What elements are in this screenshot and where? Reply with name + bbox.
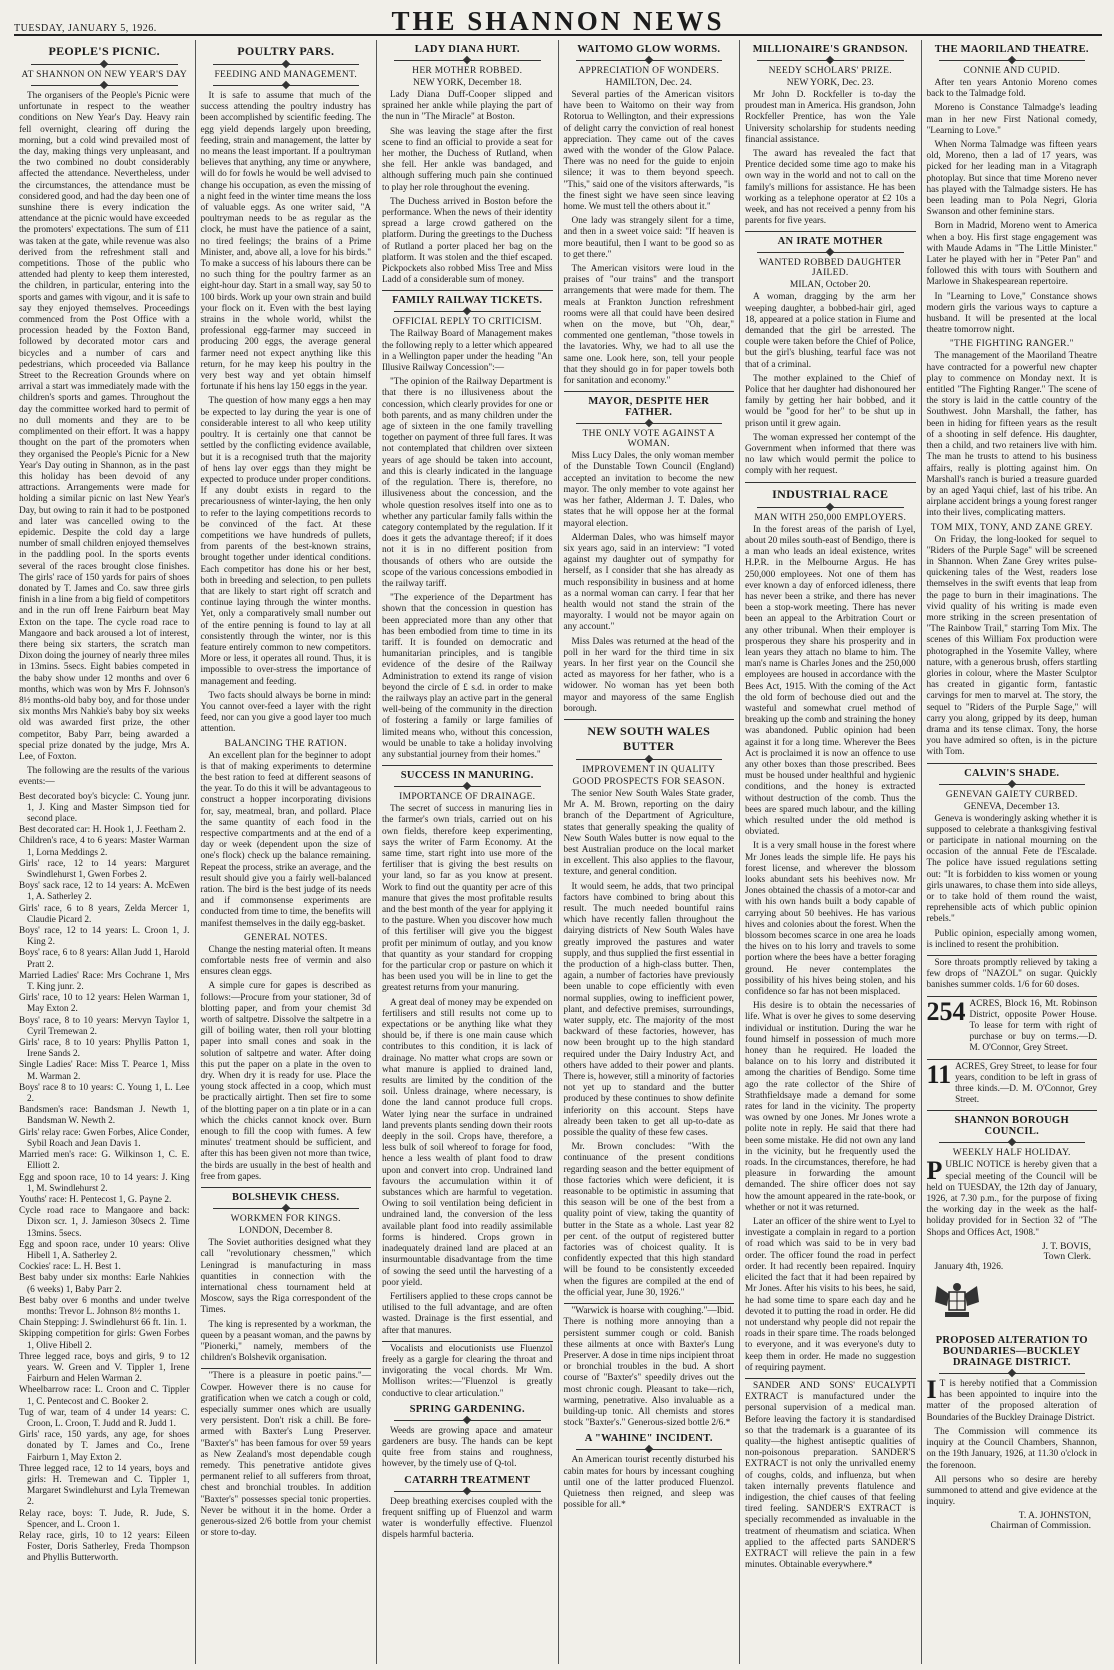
article-body	[927, 78, 1098, 336]
result-item: Chain Stepping: J. Swindlehurst 66 ft. 1in. 1.	[19, 1318, 187, 1329]
paragraph: In "Learning to Love," Constance shows modern girls the various ways to capture a husband. It will be presented at the local theatre tomorrow night.	[926, 291, 1097, 336]
article-subheading: MAN WITH 250,000 EMPLOYERS.	[754, 512, 907, 523]
paragraph: "The opinion of the Railway Department is that there is no illusiveness about the concession, which clearly provides for one or both parents, and as many children under the age of sixteen in the one family travelling together on payment of three full fares. It was not contemplated that children over sixteen years of age should be taken into account, and this is clearly indicated in the language of the regulation. There is, therefore, no illusiveness about the concession, and the whole question resolves itself into one as to whether any particular family falls within the category contemplated by the regulation. If it does it gets the advantage thereof; if it does not it is in no different position from thousands of others who are outside the scope of the various concessions embodied in the railway tariff.	[382, 377, 553, 589]
result-item: Married Ladies' Race: Mrs Cochrane 1, Mrs T. King junr. 2.	[19, 970, 190, 993]
paragraph: Weeds are growing apace and amateur gardeners are busy. The hands can be kept quite free from stains and roughness, however, by the timely use of Q-tol.	[382, 1425, 553, 1470]
paragraph: "There is a pleasure in poetic pains."—Cowper. However there is no cause for gratification when we catch a cough or cold, especially summer ones which are usually very persistent. Don't risk a chill. Be fore-armed with Baxter's Lung Preserver. "Baxter's" has been famous for over 59 years as New Zealand's most dependable cough remedy. This penetrative antidote gives permanent relief to all sufferers from throat, chest and bronchial troubles. In addition "Baxter's" possesses special tonic properties. Never be without it in the home. Order a generous-sized 2/6 bottle from your chemist or store to-day.	[200, 1371, 371, 1539]
article-body	[927, 535, 1098, 759]
separator	[927, 955, 1098, 956]
paragraph: In the forest areas of the parish of Lyel, about 20 miles south-east of Bendigo, there is a man who leads an ideal existence, writes H.P.R. in the Melbourne Argus. He has 250,000 employees. Not one of them has ever known a day of enforced idleness, there has never been a strike, and there has never been a stop-work meeting. There has never been an appeal to the Arbitration Court or any other tribunal. When their employer is prosperous they share his prosperity and in lean years they attach no blame to him. The man's name is Charles Jones and the 250,000 employees are housed in accordance with the Bees Act, 1915. With the coming of the Act the old form of bechouse died out and the wasteful and somewhat cruel method of breaking up the comb and straining the honey was abandoned. Public opinion had been against it for a long time. Wherever the Bees Act is proclaimed it is now an offence to use any other boxes than those prescribed. Bees must be housed under healthful and hygienic conditions, and the honey is extracted without destruction of the comb. Thus the bees are spared much labour, and the killing which resulted under the old method is obviated.	[745, 524, 916, 838]
paragraph: The Duchess arrived in Boston before the performance. When the news of their identity spread a large crowd gathered on the platform. During the greetings to the Duchess of Rutland a porter placed her bag on the platform. It was stolen and the thief escaped. Pickpockets also robbed Miss Tree and Miss Ladd of a considerable sum of money.	[382, 196, 553, 286]
article-heading: INDUSTRIAL RACE	[772, 486, 889, 501]
result-item: Egg and spoon race, 10 to 14 years: J. King 1, M. Swindlehurst 2.	[19, 1172, 190, 1194]
paragraph: The question of how many eggs a hen may be expected to lay during the year is one of considerable interest to all who keep utility poultry. It is certainly one that cannot be settled by the conflicting evidence available, but it is a recognised truth that the majority of hens lay over eggs than they might be expected to produce under proper conditions. If any doubt exists in regard to the precariousness of winter-laying, the hen only to refer to the laying competitions records to be convinced of the fact. At these competitions we have hundreds of pullets, from parents of the best-known strains, brought together under identical conditions. Each competitor has done his or her best, both in breeding and selection, to pen pullets that are likely to start right off scratch and continue laying through the winter months. Yet, only a comparatively small number out of the entire penning is found to lay at all consistently through the winter, nor is this feature entirely common to new competitors. More or less, it operates all round. Thus, it is impossible to over-stress the importance of management and feeding.	[200, 396, 371, 687]
separator	[927, 1059, 1098, 1060]
article-body	[382, 1497, 553, 1542]
paragraph: Deep breathing exercises coupled with the frequent sniffing up of Fluenzol and warm water is wonderfully effective. Fluenzol dispels harmful bacteria.	[382, 1496, 553, 1541]
result-item: Best decorated car: H. Hook 1, J. Feetham 2.	[19, 825, 186, 836]
dateline: HAMILTON, Dec. 24.	[605, 78, 692, 88]
article-body	[382, 329, 553, 761]
signatory-name: T. A. JOHNSTON,	[1018, 1511, 1091, 1522]
divider	[576, 756, 723, 763]
divider	[394, 308, 541, 315]
notice-heading: PROPOSED ALTERATION TO BOUNDARIES—BUCKLEY DRAINAGE DISTRICT.	[935, 1335, 1088, 1369]
paragraph: The mother explained to the Chief of Police that her daughter had dishonoured her family by getting her hair bobbed, and it would be "good for her" to be shut up in prison until it grew again.	[745, 373, 916, 429]
article-subheading: GENEVAN GAIETY CURBED.	[945, 789, 1078, 800]
column-1	[14, 40, 196, 1664]
paragraph: Born in Madrid, Moreno went to America when a boy. His first stage engagement was with Maude Adams in "The Little Minister." Later he played with her in "Peter Pan" and followed this with tours with Southern and Marlowe in Shakespearean repertoire.	[926, 221, 1097, 288]
paragraph: The Soviet authorities designed what they call "revolutionary chessmen," which Leningrad is manufacturing in mass quantities in connection with the international chess tournament held at Moscow, says the Riga correspondent of the Times.	[200, 1238, 371, 1316]
result-item: Girls' race, 6 to 8 years, Zelda Mercer 1, Claudie Picard 2.	[19, 903, 190, 925]
section-subheading: BALANCING THE RATION.	[224, 738, 347, 749]
result-item: Girls' relay race: Gwen Forbes, Alice Conder, Sybil Roach and Jean Davis 1.	[19, 1127, 190, 1149]
article-heading: SUCCESS IN MANURING.	[400, 770, 534, 782]
article-heading: WAITOMO GLOW WORMS.	[577, 44, 721, 55]
paragraph: The organisers of the People's Picnic were unfortunate in respect to the weather conditions on New Year's Day. Heavy rain fell overnight, clearing off during the morning, but a cold wind prevailed most of the day, making things very unpleasant, and the two combined no doubt considerably affected the attendance. Nevertheless, under the circumstances, the attendance must be considered good, and had the day been one of sunshine there is every indication the attendance at the picnic would have exceeded the promoters' expectations. The sum of £11 was taken at the gate, while revenue was also derived from the refreshment stall and competitions. Those of the public who attended had plenty to keep them interested, the children, in particular, entering into the sports and games with vigour, and it is safe to say they enjoyed themselves. Proceedings commenced from the Post Office with a procession headed by the Foxton Band, followed by decorated motor cars and bicycles and a number of cars and pedestrians, which proceeded via Ballance Street to the Recreation Grounds where on arrival a start was immediately made with the children's sports and games. Throughout the day the committee worked hard to permit of no dull moments and they are to be complimented on their effort. It was a happy thought on the part of the promoters when they organised the People's Picnic for a New Year's Day outing in Shannon, as in the past this holiday has been devoid of any attractions. Arrangements were made for holding a similar picnic on last New Year's Day, but owing to rain it had to be postponed and later was cancelled owing to the epidemic. Despite the cold day a large number of small children enjoyed themselves in the paddling pool. In the sports events several of the races brought close finishes. The girls' race of 150 yards for pairs of shoes donated by T. James and Co. saw three girls finish in a line from a big field of competitors and in the run off Irene Fairburn beat May Exton on the tape. The cycle road race to Mangaore and back aroused a lot of interest, there being six starters, the scratch man Dixon doing the journey of nearly three miles in 13mins. 5secs. Eight babies competed in the baby show under 12 months and over 6 months, which was won by Mrs F. Johnson's 8½ months-old baby boy, and for those under six months Mrs Nahkie's baby boy six weeks old was awarded first prize, the other competitor, Baby Parr, being awarded a special prize donated by the judge, Mrs A. Lee, of Foxton.	[19, 91, 190, 762]
separator	[201, 1187, 372, 1188]
public-notice	[926, 1156, 1098, 1238]
result-item: Girls' race, 12 to 14 years: Marguret Swindlehurst 1, Gwen Forbes 2.	[19, 858, 190, 881]
article-heading: NEW SOUTH WALES BUTTER	[587, 723, 711, 753]
paragraph: Vocalists and elocutionists use Fluenzol freely as a gargle for clearing the throat and invigorating the vocal chords. Mr Wm. Mollison writes:—"Fluenzol is greatly conductive to clear articulation."	[382, 1343, 553, 1399]
paragraph: Lady Diana Duff-Cooper slipped and sprained her ankle while playing the part of the nun in "The Miracle" at Boston.	[382, 90, 553, 123]
result-item: Skipping competition for girls: Gwen Forbes 1, Olive Hibell 2.	[19, 1329, 190, 1351]
paragraph: A woman, dragging by the arm her weeping daughter, a bobbed-hair girl, aged 18, appeared at a police station in Fiume and demanded that the girl be arrested. The couple were taken before the Chief of Police, but the girl's blushing, tearful face was not that of a criminal.	[745, 292, 916, 370]
divider	[394, 783, 541, 790]
classified-ad	[926, 996, 1098, 1055]
paragraph: On Friday, the long-looked for sequel to "Riders of the Purple Sage" will be screened in Shannon. When Zane Grey writes pulse-quickening tales of the West, readers lose themselves in the swift events that leap from the page to burn in their imaginations. The vivid quality of his writing is made even more striking in the screen presentation of "The Rainbow Trail," starring Tom Mix. The scenes of this William Fox production were photographed in the Yosemite Valley, where nature, with a generous brush, offers startling glories in colour, where the Master Sculptor has created in gigantic form, fantastic carvings for men to marvel at. The story, the sequel to "Riders of the Purple Sage," will carry you along, gripped by its deep, human drama and its tense climax. Tony, the horse you have admired so often, is in the picture with Tom.	[926, 534, 1097, 758]
paragraph: An excellent plan for the beginner to adopt is that of making experiments to determine the best ration to feed at different seasons of the year. To do this it will be advantageous to construct a hopper incorporating divisions for, say, meatmeal, bran, and pollard. Place the same quantity of each food in the respective compartments and at the end of a day or week (dependent upon the size of one's flock) check up the balance remaining. Repeat the process, strike an average, and the result should give you a fairly well-balanced ration. The bird is the best judge of its needs and if commonsense experiments are conducted from time to time, the benefits will manifest themselves in the daily egg-basket.	[200, 750, 371, 929]
advertisement	[745, 1381, 916, 1571]
paragraph: Fertilisers applied to these crops cannot be utilised to the full advantage, and are often wasted. Drainage is the first essential, and after that manures.	[382, 1291, 553, 1336]
paragraph: Geneva is wonderingly asking whether it is supposed to celebrate a thanksgiving festival or participate in national mourning on the occasion of the annual Fete de l'Escalade. The police have issued regulations setting out: "It is forbidden to kiss women or young girls unawares, to chase them into side alleys, or to take hold of them round the waist, reprehensible acts of which public opinion rebels."	[926, 813, 1097, 925]
article-heading: CALVIN'S SHADE.	[964, 767, 1060, 779]
coat-of-arms-icon	[927, 1280, 987, 1322]
divider	[939, 1139, 1086, 1146]
advertisement	[564, 1306, 735, 1429]
article-heading: A "WAHINE" INCIDENT.	[584, 1433, 713, 1445]
result-item: Married men's race: G. Wilkinson 1, C. E. Elliott 2.	[19, 1150, 190, 1172]
dateline: NEW YORK, December 18.	[413, 78, 522, 88]
result-item: Three legged race, 12 to 14 years, boys and girls: H. Tremewan and C. Tippler 1, Margaret Swindlehurst and Lyla Tremewan 2.	[19, 1463, 190, 1508]
signatory-title: Chairman of Commission.	[990, 1521, 1091, 1532]
result-item: Cycle road race to Mangaore and back: Dixon scr. 1, J. Jamieson 30secs 2. Time 13mins. 5secs.	[19, 1206, 190, 1239]
divider	[213, 1205, 360, 1212]
article-body	[382, 90, 553, 286]
article-heading: THE MAORILAND THEATRE.	[934, 44, 1089, 55]
paragraph: "The experience of the Department has shown that the concession in question has been appreciated more than any other that has been embodied from time to time in its tariff. It is founded on democratic and humanitarian principles, and is tangible evidence of the desire of the Railway Administration to extend its range of vision beyond the circle of £ s.d. in order to make the railways play an active part in the general well-being of the community in the direction of fostering a family or large families of limited means who, without this concession, would be unable to take a holiday involving any substantial journey from their homes."	[382, 593, 553, 760]
article-subheading: NEEDY SCHOLARS' PRIZE.	[768, 66, 892, 76]
result-item: Wheelbarrow race: L. Croon and C. Tippler 1, C. Pentecost and C. Booker 2.	[19, 1385, 190, 1407]
divider	[576, 420, 723, 427]
article-subheading: GOOD PROSPECTS FOR SEASON.	[572, 776, 725, 787]
result-item: Girls' race, 8 to 10 years: Phyllis Patton 1, Irene Sands 2.	[19, 1038, 190, 1060]
article-subheading: AT SHANNON ON NEW YEAR'S DAY	[21, 70, 188, 80]
divider	[213, 61, 360, 68]
paragraph: The woman expressed her contempt of the Government when informed that there was no law which would permit the police to comply with her request.	[745, 432, 916, 477]
paragraph: SANDER AND SONS' EUCALYPTI EXTRACT is manufactured under the personal supervision of a medical man. Before leaving the factory it is standardised so that the trademark is a guarantee of its quality—the highest antiseptic qualities of non-poisonous preparation. SANDER'S EXTRACT is not only the unrivalled enemy of coughs, colds, and influenza, but when taken internally prevents flatulence and indigestion, the chief causes of that feeling tired feeling. SANDER'S EXTRACT is specially recommended as invaluable in the treatment of rheumatism and sciatica. When applied to the affected parts SANDER'S EXTRACT will relieve the pain in a few minutes. Obtainable everywhere.*	[745, 1380, 916, 1571]
result-item: Boys' race, 12 to 14 years: L. Croon 1, J. King 2.	[19, 926, 190, 948]
newspaper-title: THE SHANNON NEWS	[391, 6, 725, 36]
paragraph: Mr John D. Rockfeller is to-day the proudest man in America. His grandson, John Rockfeller Prentice, has won the Yale University scholarship for students needing financial assistance.	[745, 90, 916, 145]
column-4	[559, 40, 741, 1664]
paragraph: The senior New South Wales State grader, Mr A. M. Brown, reporting on the dairy branch of the Department of Agriculture, states that generally speaking the quality of New South Wales butter is now equal to the best Australian produce on the local market in excellent. This also applies to the flavour, texture, and general condition.	[563, 788, 734, 878]
divider	[31, 82, 178, 89]
separator	[382, 1341, 553, 1342]
drop-cap: I	[926, 1375, 937, 1405]
article-body	[927, 814, 1098, 951]
article-body	[564, 789, 735, 1299]
article-heading: FAMILY RAILWAY TICKETS.	[392, 295, 543, 307]
drop-cap: P	[926, 1156, 943, 1186]
results-list	[19, 792, 190, 1565]
section-subheading: "THE FIGHTING RANGER."	[949, 339, 1074, 350]
result-item: Three legged race, boys and girls, 9 to 12 years. W. Green and V. Tippler 1, Irene Fairburn and Helen Warman 2.	[19, 1351, 190, 1385]
notice-text: All persons who so desire are hereby summoned to attend and give evidence at the inquiry.	[926, 1474, 1097, 1508]
paragraph: An American tourist recently disturbed his cabin mates for hours by incessant coughing until one of the latter produced Fluenzol. Quietness then reigned, and sleep was possible for all.*	[563, 1455, 734, 1511]
result-item: Cockies' race: L. H. Best 1.	[19, 1262, 121, 1273]
paragraph: Miss Dales was returned at the head of the poll in her ward for the third time in six years. In her first year on the Council she acted as mayoress for her father, who is a widower. No woman has yet been both mayor and mayoress of the same English borough.	[563, 636, 734, 714]
result-item: Boys' race 8 to 10 years: C. Young 1, L. Lee 2.	[19, 1082, 190, 1105]
article-body	[201, 945, 372, 1183]
divider	[939, 1370, 1086, 1377]
column-6	[922, 40, 1103, 1664]
paragraph: The American visitors were loud in the praises of "our trains" and the transport arrangements that were made for them. The meals at Frankton Junction refreshment rooms were all that could have been desired when on the move, but "Oh, dear," commented one gentleman, "those towels in the lavatories. Why, we had to all use the same one. Look here, son, tell your people that they should go in for paper towels both for sanitation and economy."	[563, 264, 734, 387]
notice-text: The Commission will commence its inquiry at the Council Chambers, Shannon, on the 19th January, 1926, at 11.30 o'clock in the forenoon.	[926, 1426, 1097, 1471]
notice-subheading: WEEKLY HALF HOLIDAY.	[952, 1148, 1071, 1159]
classified-number: 254	[926, 996, 966, 1026]
separator	[201, 1368, 372, 1369]
article-body	[745, 525, 916, 1374]
article-subheading: IMPORTANCE OF DRAINAGE.	[399, 792, 536, 803]
article-heading: AN IRATE MOTHER	[777, 236, 883, 248]
separator	[745, 231, 916, 232]
paragraph: When Norma Talmadge was fifteen years old, Moreno, then a lad of 17 years, was picked for her leading man in a Vitagraph photoplay. But since that time Moreno never has played with the Talmadge sisters. He has been leading man to Pola Negri, Gloria Swanson and other feminine stars.	[926, 140, 1097, 218]
divider	[394, 1417, 541, 1424]
notice-signature	[927, 1242, 1092, 1262]
divider	[757, 57, 904, 64]
paragraph: It would seem, he adds, that two principal factors have combined to bring about this result. The much needed bountiful rains which have recently fallen throughout the dairying districts of New South Wales have greatly improved the pastures and water supply, and thus supplied the first essential in the production of a high-class butter. Then, again, a number of factories have previously been unable to cope efficiently with even normal supplies, owing to inefficient power, plant, and defective premises, surroundings, water supply, etc. The majority of the most backward of these factories, however, has now been brought up to the high standard required under the Dairy Industry Act, and others have added to their power and plants. There is, however, still a minority of factories not yet up to standard and the butter produced by these continues to show definite inferiority on this account. Steps have already been taken to get all up-to-date as possible the quality of these few cases.	[563, 881, 734, 1139]
notice-heading: SHANNON BOROUGH COUNCIL.	[954, 1115, 1069, 1138]
classified-number: 11	[926, 1059, 952, 1089]
divider	[939, 57, 1086, 64]
separator	[927, 1110, 1098, 1111]
separator	[564, 391, 735, 392]
result-item: Youths' race: H. Pentecost 1, G. Payne 2.	[19, 1194, 172, 1205]
divider	[394, 57, 541, 64]
separator	[382, 290, 553, 291]
result-item: Girls' race, 10 to 12 years: Helen Warman 1, May Exton 2.	[19, 993, 190, 1015]
paragraph: The secret of success in manuring lies in the farmer's own trials, carried out on his own fields, therefore keep experimenting, says the writer of Farm Economy. At the same time, start right into use more of the fertiliser that is giving the best results on your land, so far as you know at present. Work to find out the quantity per acre of this manure that gives the most profitable results and the best month of the year for applying it to the pasture. When you discover how much of this fertiliser will give you the biggest profit per minimum of outlay, and you know that quantity as your standard for cropping for the particular crop or pasture on which it has been used you will be in line to get the greatest returns from your manuring.	[382, 804, 553, 994]
article-body	[745, 90, 916, 227]
result-item: Boys' race, 8 to 10 years: Mervyn Taylor 1, Cyril Tremewan 2.	[19, 1015, 190, 1037]
result-item: Best baby under six months: Earle Nahkies (6 weeks) 1, Baby Parr 2.	[19, 1273, 190, 1295]
separator	[745, 1378, 916, 1379]
article-body	[382, 1426, 553, 1471]
paragraph: Moreno is Constance Talmadge's leading man in her new First National comedy, "Learning to Love."	[926, 103, 1097, 136]
article-body	[201, 751, 372, 930]
article-heading: MAYOR, DESPITE HER FATHER.	[588, 396, 710, 419]
divider	[939, 781, 1086, 788]
article-heading: CATARRH TREATMENT	[404, 1474, 531, 1486]
result-item: Best baby over 6 months and under twelve months: Trevor L. Johnson 8½ months 1.	[19, 1295, 190, 1317]
article-body	[564, 90, 735, 387]
separator	[564, 719, 735, 720]
column-3	[377, 40, 559, 1664]
result-item: Egg and spoon race, under 10 years: Olive Hibell 1, A. Satherley 2.	[19, 1239, 190, 1261]
dateline: NEW YORK, Dec. 23.	[786, 78, 874, 88]
paragraph: A simple cure for gapes is described as follows:—Procure from your stationer, 3d of blotting paper, and from your chemist 3d worth of saltpetre. Dissolve the saltpetre in a gill of boiling water, then roll your blotting paper into small cones and soak in the solution of saltpetre and water. After doing this put the paper on a plate in the oven to dry. When dry it is ready for use. Place the young stock affected in a coop, which must be practically airtight. Then set fire to some of the blotting paper on a tin plate or in a can which the chicks cannot knock over. Burn enough to fill the coop with fumes. A few minutes' treatment should be sufficient, and after this has been given not more than twice, the birds are usually in the best of health and free from gapes.	[200, 981, 371, 1182]
result-item: Bandsmen's race: Bandsman J. Newth 1, Bandsman W. Newth 2.	[19, 1105, 190, 1127]
article-subheading: CONNIE AND CUPID.	[963, 66, 1061, 76]
paragraph: Miss Lucy Dales, the only woman member of the Dunstable Town Council (England) accepted an invitation to become the new mayor. The only member to vote against her was her father, Alderman J. T. Dales, who states that he will oppose her at the formal mayoral election.	[563, 451, 734, 529]
signatory-title: Town Clerk.	[1043, 1251, 1091, 1262]
paragraph: The following are the results of the various events:—	[19, 766, 190, 788]
masthead	[14, 8, 1102, 36]
divider	[213, 82, 360, 89]
article-subheading: FEEDING AND MANAGEMENT.	[214, 70, 358, 80]
result-item: Girls' race, 150 yards, any age, for shoes donated by T. James and Co., Irene Fairburn 1, May Exton 2.	[19, 1430, 190, 1463]
paragraph: The king is represented by a workman, the queen by a peasant woman, and the pawns by "Pionerki," namely, members of the children's Bolshevik organisation.	[200, 1319, 371, 1364]
divider	[576, 57, 723, 64]
divider	[757, 249, 904, 256]
article-heading: LADY DIANA HURT.	[414, 44, 520, 55]
advertisement	[382, 1344, 553, 1400]
advertisement	[201, 1371, 372, 1539]
paragraph: Mr. Brown concludes: "With the continuance of the present conditions regarding season and the better equipment of those factories which were deficient, it is reasonable to be optimistic in assuming that this season will be one of the best from a quality point of view, taking the quantity of butter in the State as a whole. Last year 82 per cent. of the output of registered butter factories was of choicest quality. It is confidently expected that this high standard will be found to be consistently exceeded when the figures are compiled at the end of the official year, June 30, 1926."	[563, 1142, 734, 1298]
divider	[576, 1446, 723, 1453]
section-subheading: TOM MIX, TONY, AND ZANE GREY.	[930, 522, 1093, 533]
paragraph: Change the nesting material often. It means comfortable nests free of vermin and also ensures clean eggs.	[200, 944, 371, 978]
paragraph: It is a very small house in the forest where Mr Jones leads the simple life. He pays his forest license, and wherever the blossom looks abundant sets his beehives now. Mr Jones obtained the chassis of a motor-car and with his own hands built a body capable of carrying about 50 beehives. He has various hives and colonies about the forest. When the blossom becomes scarce in one area he loads the hives on to his lorry and travels to some portion where the bees have a better foraging ground. He never contemplates the possibility of his hives being stolen, and his confidence so far has not been misplaced.	[745, 841, 916, 998]
paragraph: The Railway Board of Management makes the following reply to a letter which appeared in a Wellington paper under the heading "An Illusive Railway Concession":—	[382, 329, 553, 374]
paragraph: Two facts should always be borne in mind: You cannot over-feed a layer with the right feed, nor can you give a good layer too much attention.	[200, 690, 371, 735]
result-item: Relay race, girls, 10 to 12 years: Eileen Foster, Doris Satherley, Freda Thompson and Phyllis Butterworth.	[19, 1531, 190, 1564]
result-item: Relay race, boys: T. Jude, R. Jude, S. Spencer, and L. Croon 1.	[19, 1508, 190, 1530]
classified-text: ACRES, Grey Street, to lease for four years, condition to be left in grass of three kinds.—D. M. O'Connor, Grey Street.	[955, 1061, 1097, 1106]
notice-signature	[927, 1511, 1092, 1531]
paragraph: It is safe to assume that much of the success attending the poultry industry has been accomplished by scientific feeding. The egg yield depends largely upon breeding, feeding, strain and management, the latter by no means the least important. If a poultryman believes that anything, any time or anywhere, will do for fowls he would be well advised to change his occupation, as even the missing of a night feed in the winter time means the loss of valuable eggs. As one writer said, "A poultryman needs to be as regular as the clock, he must have the patience of a saint, no tired feelings; the brains of a Prime Minister, and, above all, a love for his birds." To make a success of his labours there can be no such thing for the poultry farmer as an eight-hour day. Start in a small way, say 50 to 100 birds. Work up your own strain and build your flock on it. Even with the best laying strains in the whole world, whilst the professional egg-farmer may succeed in producing 200 eggs, the average general farmer need not expect anything like this return, for he may keep his poultry in the very best way and yet obtain himself fortunate if his hens lay 150 eggs in the year.	[200, 91, 371, 393]
paragraph: Public opinion, especially among women, is inclined to resent the prohibition.	[926, 928, 1097, 950]
notice-date: January 4th, 1926.	[934, 1261, 1004, 1272]
result-item: Tug of war, team of 4 under 14 years: C. Croon, L. Croon, T. Judd and R. Judd 1.	[19, 1407, 190, 1429]
paragraph: Alderman Dales, who was himself mayor six years ago, said in an interview: "I voted against my daughter out of sympathy for herself, as I consider that she has already as much responsibility in business and at home as a normal woman can carry. I fear that her health would not stand the strain of the mayoralty. I would not be mayor again on any account."	[563, 532, 734, 633]
article-body	[382, 804, 553, 1337]
paragraph: One lady was strangely silent for a time, and then in a sweet voice said: "If heaven is more beautiful, then I want to be good so as to get there."	[563, 216, 734, 260]
separator	[745, 482, 916, 483]
signatory-name: J. T. BOVIS,	[1041, 1241, 1091, 1252]
paragraph: A great deal of money may be expended on fertilisers and still results not come up to expectations or be anything like what they should be, if there is one main cause which contributes to this condition, it is lack of drainage. No matter what crops are sown or what manure is applied to drained land, results are limited by the condition of the soil. Unless drainage, where necessary, is done the land cannot produce full crops. Water lying near the surface in undrained land prevents plants sending down their roots deeply in the soil. Crops have, therefore, a less bulk of soil whereof to forage for food, hence a less wealth of plant food to draw upon and convert into crop. Undrained land favours the accumulation within it of substances which are harmful to vegetation. Owing to soil ventilation being deficient in undrained land, the conversion of the less available plant food into readily assimilable forms is hindered. Crops grown in inadequately drained land are placed at an insurmountable disadvantage from the time of sowing the seed until the harvesting of a poor yield.	[382, 997, 553, 1288]
paragraph: The management of the Maoriland Theatre have contracted for a powerful new chapter play to commence on Monday next. It is entitled "The Fighting Ranger." The scene of the story is laid in the cattle country of the Southwest. John Marshall, the father, has been in hiding for fifteen years as the result of a shooting in self defence. His daughter, then a child, and two retainers live with him. The man he trusts to attend to his business affairs, really is plotting against him. On Marshall's ranch is buried a treasure guarded by an aged Yaqui chief, last of his tribe. An airplane accident brings a young forest ranger into their lives, complicating matters.	[926, 351, 1097, 519]
article-body	[201, 91, 372, 736]
result-item: Boys' race, 6 to 8 years: Allan Judd 1, Harold Pratt 2.	[19, 948, 190, 970]
article-subheading: IMPROVEMENT IN QUALITY	[582, 764, 716, 775]
article-heading: MILLIONAIRE'S GRANDSON.	[752, 44, 908, 55]
article-body	[564, 1455, 735, 1511]
columns	[14, 40, 1102, 1664]
dateline: GENEVA, December 13.	[963, 801, 1060, 812]
notice-text: UBLIC NOTICE is hereby given that a special meeting of the Council will be held on TUESDAY, the 12th day of January, 1926, at 7.30 p.m., for the purpose of fixing the working day in the week as the half-holiday provided for in Section 32 of "The Shops and Offices Act, 1908."	[926, 1160, 1097, 1238]
article-heading: POULTRY PARS.	[237, 44, 335, 58]
column-2	[196, 40, 378, 1664]
paragraph: His desire is to obtain the necessaries of life. What is over he gives to some deserving individual or institution. During the war he found himself in possession of much more honey than he required. He loaded the balance on to his lorry and distributed it among the charities of Bendigo. Some time ago the rate collector of the Shire of Strathfieldsaye made a demand for some rates for land in the vicinity. The property was owned by one Jones. Mr Jones wrote a polite note in reply. He said that there had been some mistake. He did not own any land in the vicinity, but he frequently used the roads. In the circumstances, therefore, he had pleasure in forwarding the amount demanded. The shire officer does not say how the amount appeared in the rate-book, or whether or not it was returned.	[745, 1001, 916, 1213]
paragraph: She was leaving the stage after the first scene to find an official to provide a seat for her mother, the Duchess of Rutland, when she fell. Her ankle was bandaged, and although suffering much pain she continued to play her role throughout the evening.	[382, 126, 553, 193]
public-notice	[926, 1375, 1098, 1424]
article-subheading: WANTED ROBBED DAUGHTER JAILED.	[759, 258, 902, 279]
result-item: Single Ladies' Race: Miss T. Pearce 1, Miss M. Warman 2.	[19, 1060, 190, 1082]
dateline: LONDON, December 8.	[239, 1226, 333, 1237]
separator	[382, 765, 553, 766]
issue-date: TUESDAY, JANUARY 5, 1926.	[14, 23, 157, 34]
paragraph: After ten years Antonio Moreno comes back to the Talmadge fold.	[926, 78, 1097, 100]
divider	[757, 504, 904, 511]
paragraph: "Warwick is hoarse with coughing."—Ibid. There is nothing more annoying than a persistent summer cough or cold. Banish these ailments at once with Baxter's Lung Preserver. A dose in time nips incipient throat or bronchial troubles in the bud. A short course of "Baxter's" speedily drives out the most chronic cough. Pleasant to take—rich, warming, penetrative. Also invaluable as a building-up tonic. All chemists and stores stock "Baxter's." Generous-sized bottle 2/6.*	[563, 1306, 734, 1429]
advertisement: Sore throats promptly relieved by taking a few drops of "NAZOL" on sugar. Quickly banishes summer colds. 1/6 for 60 doses.	[926, 958, 1097, 991]
article-body	[564, 451, 735, 715]
column-5	[740, 40, 922, 1664]
dateline: MILAN, October 20.	[789, 280, 871, 291]
result-item: Best decorated boy's bicycle: C. Young junr. 1, J. King and Master Simpson tied for second place.	[19, 791, 190, 824]
article-subheading: HER MOTHER ROBBED.	[412, 66, 523, 76]
article-heading: SPRING GARDENING.	[409, 1403, 525, 1415]
paragraph: The award has revealed the fact that Prentice decided some time ago to make his own way in the world and not to call on the family's millions for assistance. He has been working as a telephone operator at £2 10s a week, and has not received a penny from his parents for five years.	[745, 149, 916, 227]
article-body	[927, 351, 1098, 519]
divider	[31, 61, 178, 68]
result-item: Children's race, 4 to 6 years: Master Warman 1, Lorna Meddings 2.	[19, 836, 190, 858]
article-heading: BOLSHEVIK CHESS.	[231, 1192, 340, 1204]
divider	[394, 1488, 541, 1495]
article-body	[19, 91, 190, 789]
result-item: Boys' sack race, 12 to 14 years: A. McEwen 1, A. Satherley 2.	[19, 881, 190, 903]
classified-ad	[926, 1059, 1098, 1107]
article-body	[745, 292, 916, 477]
paragraph: Several parties of the American visitors have been to Waitomo on their way from Rotorua to Wellington, and their expressions of delight carry the conviction of real honest appreciation. They came out of the caves awed with the wonder of the Glow Palace. There was no need for the guide to enjoin silence; it was to them beyond speech. "This," said one of the visitors afterwards, "is the finest sight we have seen since leaving home. We must tell the others about it."	[563, 90, 734, 213]
article-body	[201, 1238, 372, 1364]
article-subheading: THE ONLY VOTE AGAINST A WOMAN.	[582, 429, 715, 450]
classified-text: ACRES, Block 16, Mt. Robinson District, opposite Power House. To lease for term with right of purchase or buy on terms.—D. M. O'Connor, Grey Street.	[969, 998, 1097, 1054]
paragraph: Later an officer of the shire went to Lyel to investigate a complain in regard to a portion of road which was said to be in very bad order. The officer found the road in perfect order. It had recently been repaired. Inquiry elicited the fact that it had been repaired by Mr Jones. After his visits to his bees, he said, he had some time to spare each day and he devoted it to putting the road in order. He did not understand why people did not repair the roads in their spare time. The roads belonged to everyone, and it was everyone's duty to keep them in order. He made no suggestion of requiring payment.	[745, 1217, 916, 1373]
article-heading: PEOPLE'S PICNIC.	[48, 44, 160, 58]
article-subheading: WORKMEN FOR KINGS.	[230, 1214, 341, 1225]
article-subheading: OFFICIAL REPLY TO CRITICISM.	[392, 317, 542, 328]
notice-text: T is hereby notified that a Commission has been appointed to inquire into the matter of the proposed alteration of Boundaries of the Buckley Drainage District.	[926, 1379, 1097, 1423]
separator	[564, 1303, 735, 1304]
article-subheading: APPRECIATION OF WONDERS.	[578, 66, 720, 76]
section-subheading: GENERAL NOTES.	[243, 932, 328, 943]
separator	[927, 763, 1098, 764]
